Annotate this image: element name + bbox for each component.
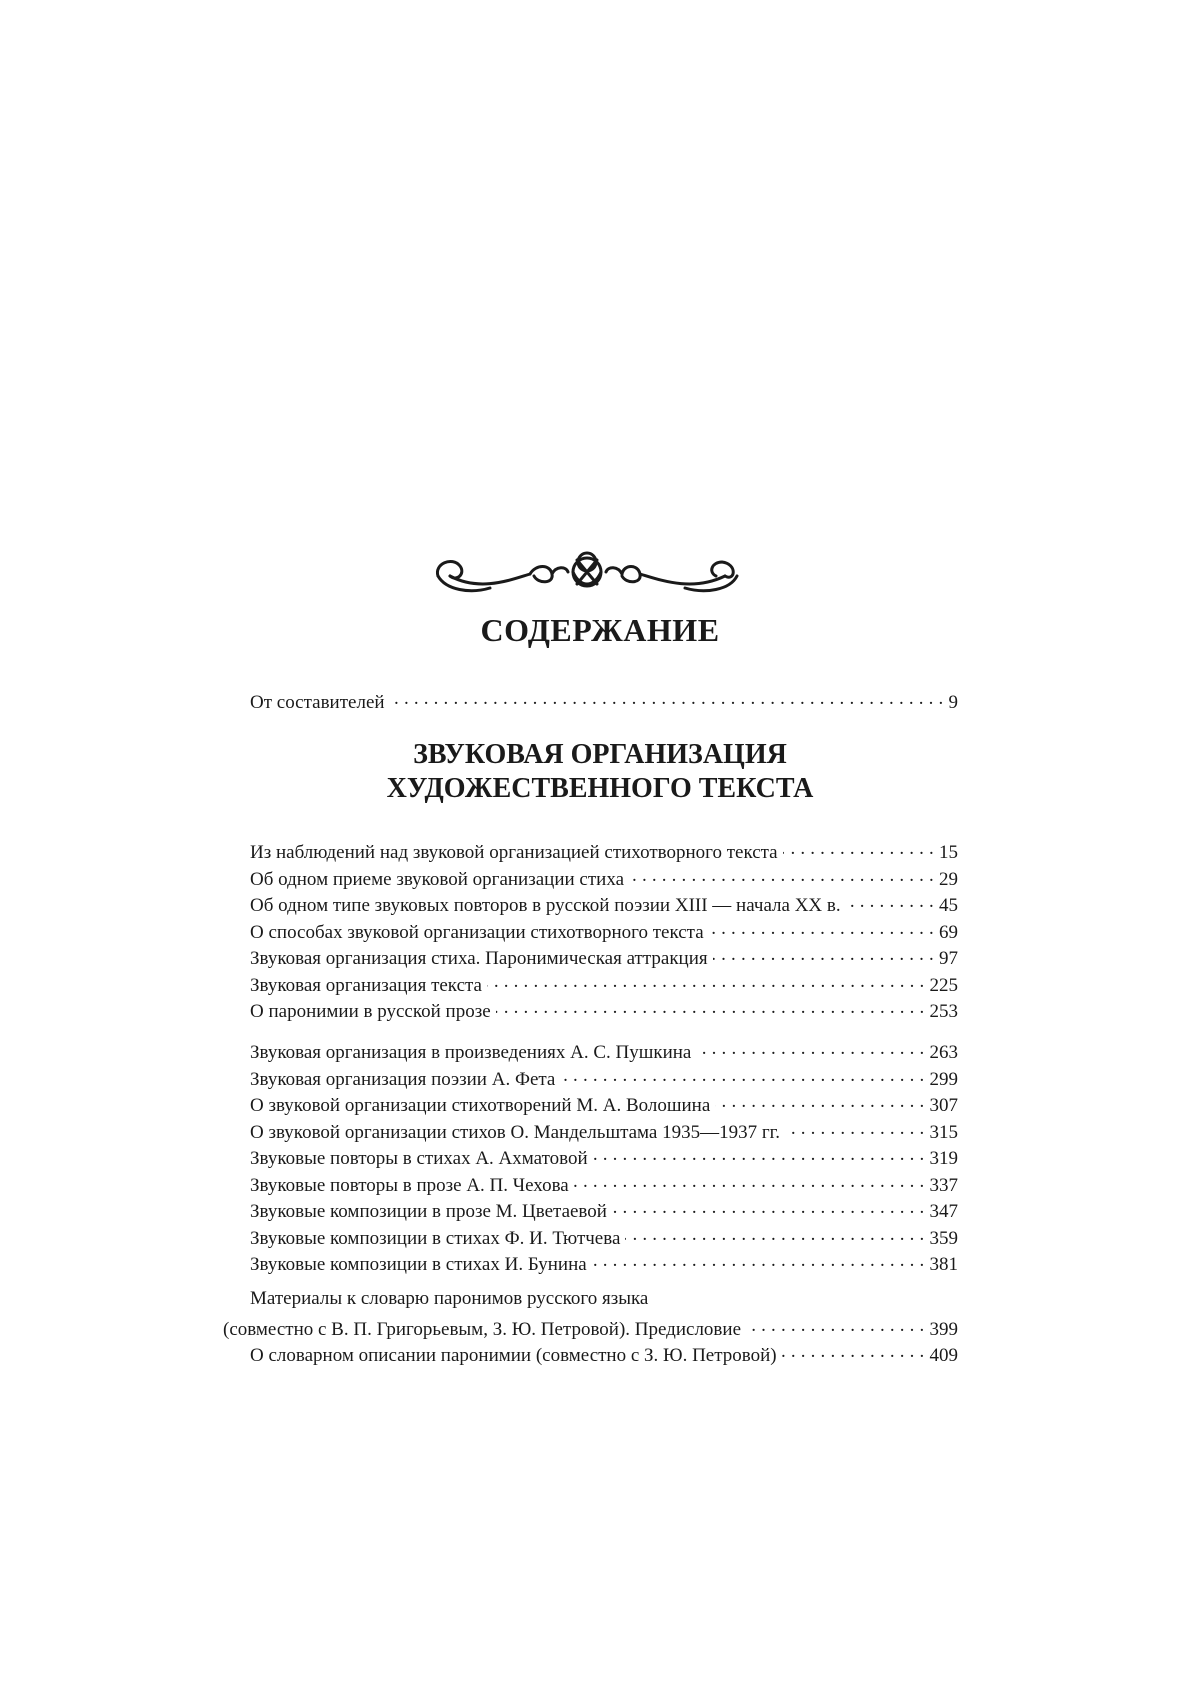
toc-entry-label: О словарном описании паронимии (совместно с З. Ю. Петровой) (250, 1345, 777, 1366)
toc-entry[interactable] (250, 1197, 958, 1224)
dot-leader (783, 838, 934, 858)
toc-entry-label: Звуковые композиции в стихах И. Бунина (250, 1254, 587, 1275)
toc-entry-page: 315 (929, 1121, 958, 1143)
toc-entry-label: (совместно с В. П. Григорьевым, З. Ю. Петровой). Предисловие (223, 1318, 742, 1340)
toc-entry[interactable] (250, 1341, 958, 1368)
toc-entry-label: Звуковые повторы в прозе А. П. Чехова (250, 1174, 569, 1196)
toc-entry[interactable] (250, 688, 958, 715)
dot-leader (560, 1065, 924, 1085)
toc-entry-label: О звуковой организации стихов О. Мандельштама 1935—1937 гг. (250, 1121, 781, 1143)
dot-leader (629, 865, 934, 885)
toc-entry[interactable] (250, 1065, 958, 1092)
toc-entry[interactable] (250, 918, 958, 945)
dot-leader (487, 971, 925, 991)
toc-entry-page: 9 (948, 692, 958, 713)
toc-entry-label: Звуковые композиции в стихах Ф. И. Тютчева (250, 1227, 621, 1249)
section-title-line-1: ЗВУКОВАЯ ОРГАНИЗАЦИЯ (413, 739, 787, 770)
toc-entry-heading[interactable]: Материалы к словарю паронимов русского языка (250, 1288, 649, 1309)
section-title-line-2: ХУДОЖЕСТВЕННОГО ТЕКСТА (386, 773, 814, 804)
toc-entry-page: 337 (929, 1174, 958, 1196)
toc-entry[interactable] (250, 865, 958, 892)
toc-entry[interactable] (250, 891, 958, 918)
toc-entry-page: 263 (929, 1042, 958, 1063)
section-title (0, 738, 1200, 806)
dot-leader (713, 944, 934, 964)
toc-entry-page: 409 (929, 1345, 958, 1366)
toc-entry-label: Звуковая организация в произведениях А. С. Пушкина (250, 1042, 692, 1063)
toc-entry-label: Звуковая организация текста (250, 974, 482, 996)
toc-entry-label: Звуковые повторы в стихах А. Ахматовой (250, 1148, 588, 1169)
toc-intro (250, 688, 958, 715)
toc-entry-page: 29 (939, 868, 958, 890)
toc-entry-page: 225 (929, 974, 958, 996)
toc-entry[interactable] (250, 1250, 958, 1277)
toc-entry[interactable] (250, 1171, 958, 1198)
toc-entry-page: 97 (939, 948, 958, 969)
toc-entry-page: 299 (929, 1068, 958, 1090)
toc-entry-page: 359 (929, 1227, 958, 1249)
toc-entry[interactable] (223, 1315, 958, 1342)
toc-entry[interactable] (250, 1144, 958, 1171)
toc-entry[interactable] (250, 1224, 958, 1251)
toc-entry-label: Из наблюдений над звуковой организацией стихотворного текста (250, 842, 778, 863)
dot-leader (746, 1315, 924, 1335)
toc-entry-page: 69 (939, 921, 958, 943)
dot-leader (592, 1250, 925, 1270)
dot-leader (785, 1118, 924, 1138)
toc-entry-label: Звуковые композиции в прозе М. Цветаевой (250, 1201, 607, 1222)
toc-entry[interactable] (250, 1091, 958, 1118)
toc-entry-label: Об одном типе звуковых повторов в русской поэзии XIII — начала XX в. (250, 895, 841, 916)
toc-entry[interactable] (250, 997, 958, 1024)
dot-leader (496, 997, 925, 1017)
toc-entry-label: Об одном приеме звуковой организации стиха (250, 868, 625, 890)
toc-entry-label: От составителей (250, 692, 385, 713)
toc-entry-page: 45 (939, 895, 958, 916)
toc-entry-page: 307 (929, 1095, 958, 1116)
toc-entry-label: О способах звуковой организации стихотворного текста (250, 921, 704, 943)
dot-leader (612, 1197, 925, 1217)
toc-entry-page: 15 (939, 842, 958, 863)
dot-leader (390, 688, 944, 708)
toc-entry-page: 319 (929, 1148, 958, 1169)
toc-entry-page: 253 (929, 1001, 958, 1022)
toc-group-3 (223, 1288, 958, 1368)
dot-leader (709, 918, 934, 938)
toc-entry-label: Звуковая организация поэзии А. Фета (250, 1068, 556, 1090)
dot-leader (846, 891, 934, 911)
toc-entry[interactable] (250, 1118, 958, 1145)
toc-entry[interactable] (250, 838, 958, 865)
toc-entry-page: 381 (929, 1254, 958, 1275)
toc-entry[interactable] (250, 971, 958, 998)
decorative-ornament-icon (430, 540, 745, 604)
toc-entry[interactable] (250, 1038, 958, 1065)
toc-entry-page: 399 (929, 1318, 958, 1340)
toc-entry-label: Звуковая организация стиха. Паронимическая аттракция (250, 948, 708, 969)
dot-leader (574, 1171, 925, 1191)
toc-group-2 (250, 1038, 958, 1277)
toc-entry-label: О звуковой организации стихотворений М. А. Волошина (250, 1095, 711, 1116)
dot-leader (782, 1341, 925, 1361)
toc-entry-page: 347 (929, 1201, 958, 1222)
contents-title: СОДЕРЖАНИЕ (480, 612, 720, 648)
dot-leader (715, 1091, 924, 1111)
toc-entry-label: О паронимии в русской прозе (250, 1001, 491, 1022)
dot-leader (593, 1144, 925, 1164)
dot-leader (696, 1038, 924, 1058)
dot-leader (625, 1224, 924, 1244)
toc-entry[interactable] (250, 944, 958, 971)
toc-group-1 (250, 838, 958, 1024)
